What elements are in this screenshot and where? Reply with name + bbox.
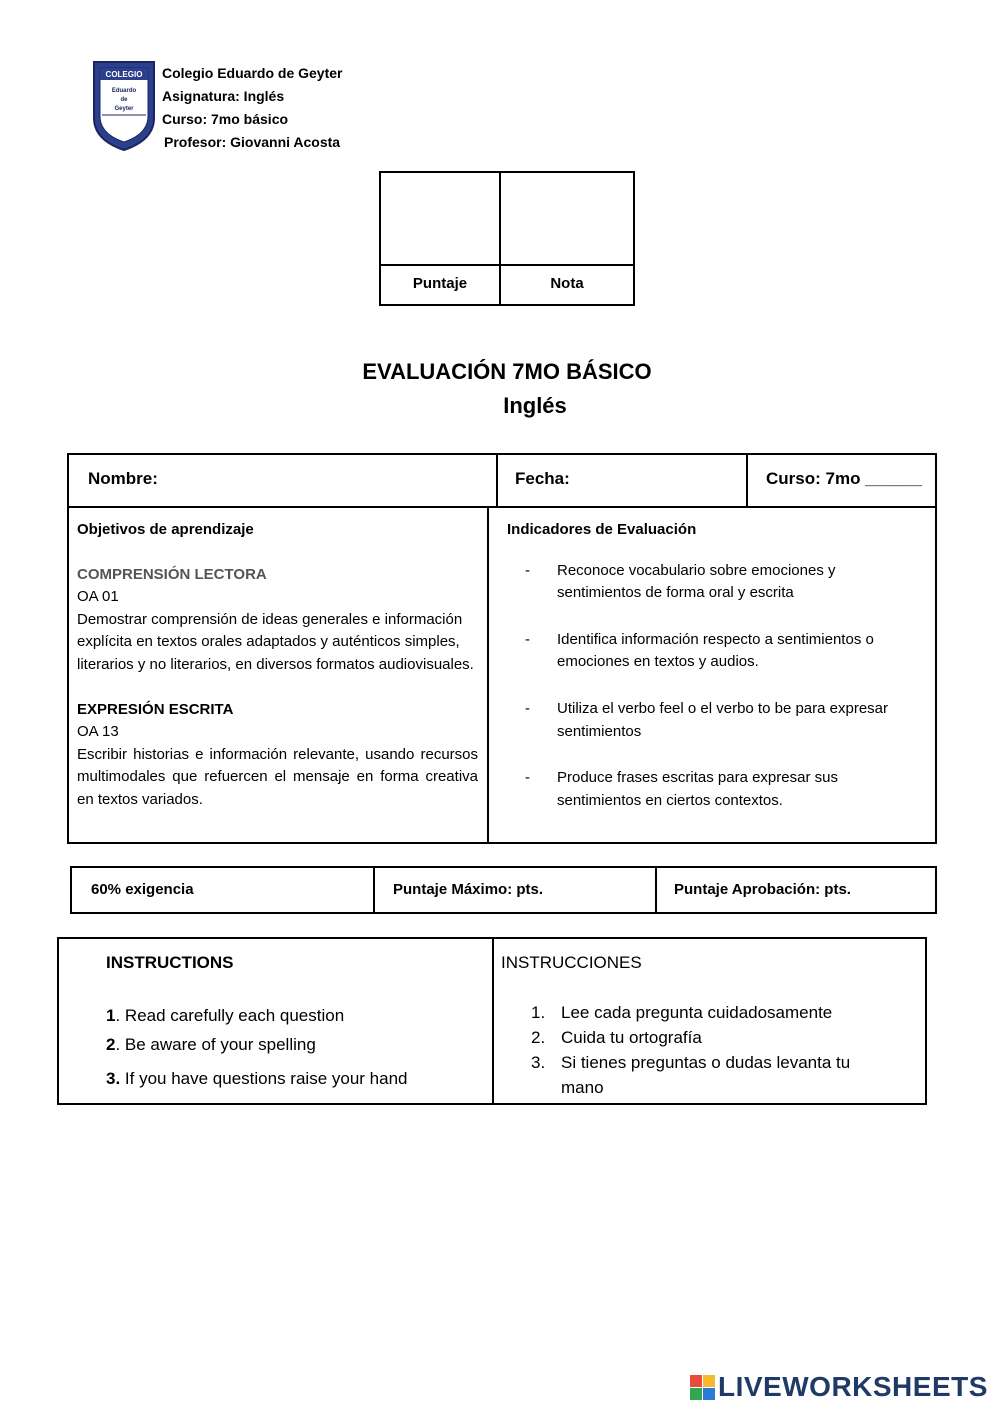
indicator-text: Produce frases escritas para expresar sus sentimientos en ciertos contextos. xyxy=(557,769,838,809)
dash: - xyxy=(525,699,530,717)
instructions-heading-es: INSTRUCCIONES xyxy=(501,953,642,972)
score-box xyxy=(379,171,635,306)
instruction-text: . Read carefully each question xyxy=(115,1006,345,1025)
writing-text: Escribir historias e información relevante, usando recursos multimodales que refuercen el mensaje en forma creativa en textos variados. xyxy=(77,745,478,808)
exigencia: 60% exigencia xyxy=(91,881,194,898)
instruction-text: Cuida tu ortografía xyxy=(561,1028,702,1047)
school-name: Colegio Eduardo de Geyter xyxy=(162,65,343,81)
name-field[interactable]: Nombre: xyxy=(88,469,158,488)
reading-code: OA 01 xyxy=(77,588,119,606)
instruction-number: 3. xyxy=(106,1069,121,1088)
writing-heading: EXPRESIÓN ESCRITA xyxy=(77,700,234,718)
liveworksheets-brand[interactable]: LIVEWORKSHEETS xyxy=(718,1371,988,1402)
date-field[interactable]: Fecha: xyxy=(515,469,570,488)
page-subtitle: Inglés xyxy=(503,393,567,418)
instruction-en-item xyxy=(106,1006,344,1026)
course-field[interactable]: Curso: 7mo ______ xyxy=(766,469,922,488)
instruction-en-item xyxy=(106,1035,316,1055)
indicators-heading: Indicadores de Evaluación xyxy=(507,521,697,538)
instruction-text: If you have questions raise your hand xyxy=(120,1069,408,1088)
score-label: Puntaje xyxy=(412,275,468,292)
instruction-text: Si tienes preguntas o dudas levanta tu mano xyxy=(561,1053,851,1097)
instruction-number: 3. xyxy=(531,1053,546,1072)
instruction-number: 1. xyxy=(531,1003,546,1022)
instruction-number: 2. xyxy=(531,1028,546,1047)
instruction-number: 2 xyxy=(106,1035,116,1054)
instruction-en-item xyxy=(106,1069,407,1089)
dash: - xyxy=(525,630,530,648)
instructions-heading-en: INSTRUCTIONS xyxy=(106,953,234,972)
pass-score: Puntaje Aprobación: pts. xyxy=(674,881,851,898)
indicator-text: Identifica información respecto a sentimientos o emociones en textos y audios. xyxy=(557,630,874,671)
logo-text-colegio: COLEGIO xyxy=(105,70,143,79)
instruction-number: 1 xyxy=(106,1006,116,1025)
logo-text-2: de xyxy=(120,97,128,103)
score-field[interactable] xyxy=(381,173,497,262)
subject: Asignatura: Inglés xyxy=(162,88,285,104)
logo-text-4: ANGOL xyxy=(113,133,135,139)
school-crest-icon xyxy=(92,60,156,152)
max-score: Puntaje Máximo: pts. xyxy=(393,881,544,898)
logo-text-1: Eduardo xyxy=(111,88,137,94)
instructions-es-list xyxy=(501,1000,891,1100)
page-title: EVALUACIÓN 7MO BÁSICO xyxy=(362,359,652,384)
instruction-es-item xyxy=(501,1000,891,1025)
indicator-item xyxy=(507,698,917,743)
course: Curso: 7mo básico xyxy=(162,111,289,127)
indicator-text: Reconoce vocabulario sobre emociones y sentimientos de forma oral y escrita xyxy=(557,561,836,602)
indicator-item xyxy=(507,560,917,605)
reading-text: Demostrar comprensión de ideas generales e información explícita en textos orales adaptados y auténticos simples, literarios y no literarios, en diversos formatos audiovisuales. xyxy=(77,610,474,673)
writing-code: OA 13 xyxy=(77,723,119,741)
school-logo xyxy=(92,60,156,152)
instruction-text: . Be aware of your spelling xyxy=(115,1035,316,1054)
grade-label: Nota xyxy=(550,275,584,292)
requirements-table xyxy=(70,866,937,914)
dash: - xyxy=(525,769,530,787)
instruction-es-item xyxy=(501,1025,891,1050)
objectives-heading: Objetivos de aprendizaje xyxy=(77,521,254,538)
header-info xyxy=(162,62,342,154)
objectives-column xyxy=(77,519,478,812)
liveworksheets-logo-icon xyxy=(690,1371,716,1403)
grade-field[interactable] xyxy=(501,173,633,262)
logo-text-3: Geyter xyxy=(114,106,134,112)
instruction-text: Lee cada pregunta cuidadosamente xyxy=(561,1003,833,1022)
teacher: Profesor: Giovanni Acosta xyxy=(164,134,341,150)
indicator-text: Utiliza el verbo feel o el verbo to be para expresar sentimientos xyxy=(557,699,889,740)
dash: - xyxy=(525,561,530,579)
indicator-item xyxy=(507,629,917,674)
instruction-es-item xyxy=(501,1050,891,1100)
info-table xyxy=(67,453,937,844)
indicator-item xyxy=(507,767,917,812)
reading-heading: COMPRENSIÓN LECTORA xyxy=(77,565,267,583)
indicators-column xyxy=(507,519,917,836)
instructions-table xyxy=(57,937,927,1105)
